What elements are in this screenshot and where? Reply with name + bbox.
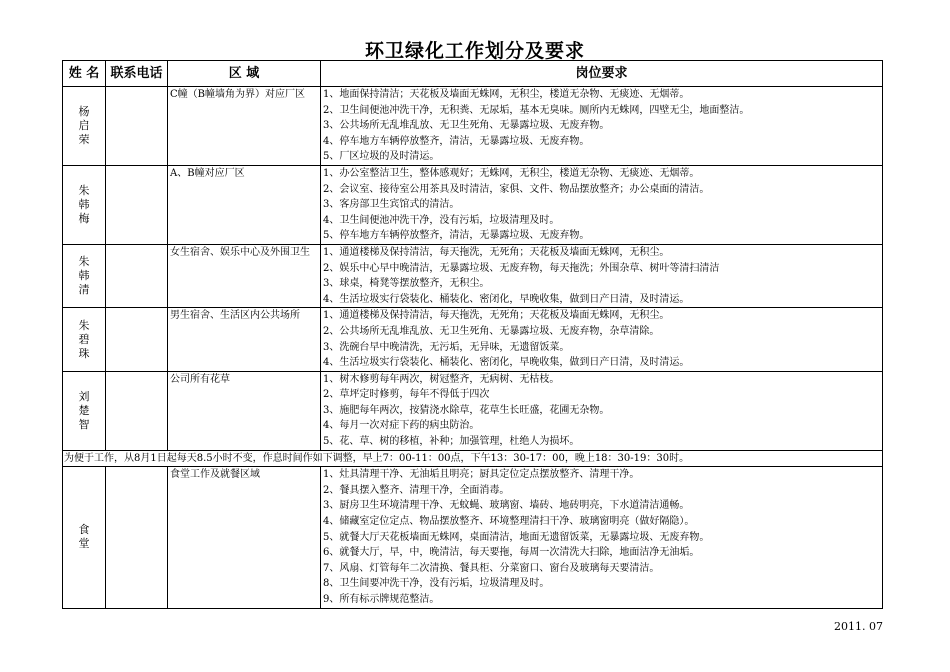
requirement-item: 2、卫生间便池冲洗干净，无积粪、无尿垢，基本无臭味。厕所内无蛛网，四壁无尘，地面整洁。 [323,104,750,116]
area-cell: C幢（B幢墙角为界）对应厂区 [168,87,321,166]
header-row [63,61,883,87]
requirements-cell [321,308,883,371]
phone-cell [106,87,168,166]
requirement-item: 3、厨房卫生环境清理干净、无蚊蝇、玻璃窗、墙砖、地砖明亮，下水道清洁通畅。 [323,500,690,512]
person-name-cell [63,87,106,166]
person-name: 杨启荣 [78,104,90,146]
requirement-item: 1、通道楼梯及保持清洁，每天拖洗，无死角；天花板及墙面无蛛网，无积尘。 [323,246,670,258]
note-row [63,450,883,467]
area-cell: 女生宿舍、娱乐中心及外围卫生 [168,244,321,307]
requirements-cell [321,165,883,244]
schedule-note: 为便于工作，从8月1日起每天8.5小时不变，作息时间作如下调整，早上7：00-11：00点，下午13：30-17：00，晚上18：30-19：30时。 [63,450,883,467]
requirement-item: 7、风扇、灯管每年二次清换、餐具柜、分菜窗口、窗台及玻璃每天要清洁。 [323,562,660,574]
person-name: 食堂 [78,523,90,551]
area-cell: 男生宿舍、生活区内公共场所 [168,308,321,371]
person-name: 朱韩梅 [78,183,90,225]
requirement-item: 2、娱乐中心早中晚清洁，无暴露垃圾、无废弃物，每天拖洗；外围杂草、树叶等清扫清洁 [323,262,720,274]
requirements-cell [321,467,883,608]
requirement-item: 1、树木修剪每年两次，树冠整齐，无病树、无枯枝。 [323,373,560,385]
header-requirements: 岗位要求 [321,61,883,87]
person-name-cell [63,308,106,371]
requirement-item: 4、储藏室定位定点、物品摆放整齐、环境整理清扫干净、玻璃窗明亮（做好隔隐）。 [323,516,695,528]
phone-cell [106,165,168,244]
requirement-item: 1、灶具清理干净、无油垢且明亮；厨具定位定点摆放整齐、清理干净。 [323,469,640,481]
table-row [63,308,883,371]
header-area: 区 域 [168,61,321,87]
requirement-item: 3、洗碗台早中晚清洗，无污垢，无异味，无遗留饭菜。 [323,341,570,353]
requirement-item: 4、生活垃圾实行袋装化、桶装化、密闭化，早晚收集，做到日产日清，及时清运。 [323,357,690,369]
requirement-item: 4、每月一次对症下药的病虫防治。 [323,420,480,432]
requirement-item: 4、生活垃圾实行袋装化、桶装化、密闭化，早晚收集，做到日产日清，及时清运。 [323,293,690,305]
area-cell: A、B幢对应厂区 [168,165,321,244]
area-cell: 公司所有花草 [168,371,321,450]
requirement-item: 2、餐具摆入整齐、清理干净，全面消毒。 [323,484,510,496]
person-name-cell [63,165,106,244]
requirement-item: 2、会议室、接待室公用茶具及时清洁，家俱、文件、物品摆放整齐；办公桌面的清洁。 [323,183,710,195]
table-row [63,371,883,450]
phone-cell [106,244,168,307]
phone-cell [106,371,168,450]
person-name: 刘楚智 [78,389,90,431]
person-name-cell [63,244,106,307]
requirement-item: 5、花、草、树的移植，补种；加强管理，杜绝人为损坏。 [323,436,580,448]
requirement-item: 4、卫生间便池冲洗干净，没有污垢，垃圾清理及时。 [323,214,560,226]
requirement-item: 3、客房部卫生宾馆式的清洁。 [323,199,460,211]
requirement-item: 6、就餐大厅，早，中，晚清洁，每天要拖，每周一次清洗大扫除，地面洁净无油垢。 [323,547,700,559]
table-row [63,87,883,166]
requirement-item: 4、停车地方车辆停放整齐，清洁，无暴露垃圾、无废弃物。 [323,135,590,147]
requirement-item: 3、球桌，椅凳等摆放整齐，无积尘。 [323,278,490,290]
requirement-item: 2、公共场所无乱堆乱放、无卫生死角、无暴露垃圾、无废弃物，杂草清除。 [323,325,660,337]
person-name-cell [63,371,106,450]
header-phone: 联系电话 [106,61,168,87]
page-title: 环卫绿化工作划分及要求 [364,40,585,62]
requirement-item: 1、通道楼梯及保持清洁，每天拖洗，无死角；天花板及墙面无蛛网，无积尘。 [323,310,670,322]
requirements-cell [321,87,883,166]
person-name: 朱碧珠 [78,318,90,360]
requirements-cell [321,244,883,307]
requirement-item: 9、所有标示牌规范整洁。 [323,594,440,605]
header-name: 姓 名 [63,61,106,87]
requirement-item: 3、施肥每年两次，按猜浇水除草，花草生长旺盛，花圃无杂物。 [323,404,610,416]
requirement-item: 5、厂区垃圾的及时清运。 [323,151,440,163]
person-name-cell [63,467,106,608]
table-row [63,244,883,307]
requirement-item: 3、公共场所无乱堆乱放、无卫生死角、无暴露垃圾、无废弃物。 [323,120,610,132]
requirement-item: 8、卫生间要冲洗干净，没有污垢，垃圾清理及时。 [323,578,550,590]
requirements-cell [321,371,883,450]
phone-cell [106,467,168,608]
requirement-item: 2、草坪定时修剪，每年不得低于四次 [323,389,490,401]
table-row [63,467,883,608]
duty-table [62,60,883,609]
area-cell: 食堂工作及就餐区域 [168,467,321,608]
person-name: 朱韩清 [78,255,90,297]
date-footer: 2011. 07 [834,620,883,633]
requirement-item: 1、办公室整洁卫生，整体感观好；无蛛网，无积尘，楼道无杂物、无痰迹、无烟蒂。 [323,167,700,179]
phone-cell [106,308,168,371]
requirement-item: 1、地面保持清洁；天花板及墙面无蛛网，无积尘，楼道无杂物、无痰迹、无烟蒂。 [323,89,690,100]
table-row [63,165,883,244]
requirement-item: 5、就餐大厅天花板墙面无蛛网，桌面清洁，地面无遗留饭菜，无暴露垃圾、无废弃物。 [323,531,710,543]
requirement-item: 5、停车地方车辆停放整齐，清洁，无暴露垃圾、无废弃物。 [323,230,590,242]
